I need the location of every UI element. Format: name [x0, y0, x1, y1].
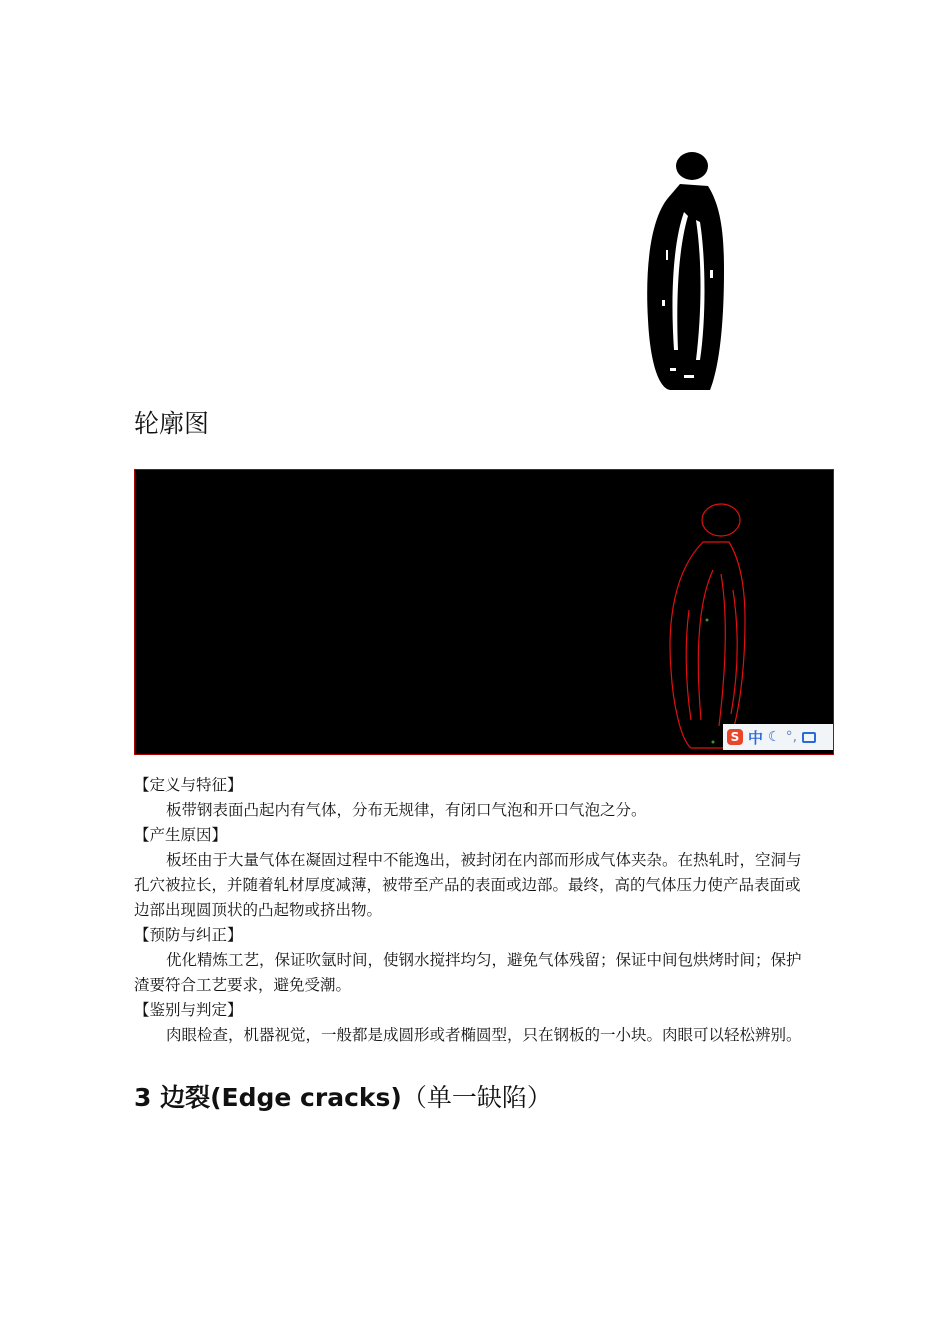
- ime-mode-toggle[interactable]: 中: [748, 728, 764, 747]
- ime-toolbar[interactable]: [723, 724, 833, 750]
- identify-heading: 【鉴别与判定】: [134, 1001, 243, 1019]
- cause-heading: 【产生原因】: [134, 826, 228, 844]
- section-title: 轮廓图: [134, 409, 210, 438]
- identify-text: 肉眼检查，机器视觉，一般都是成圆形或者椭圆型，只在钢板的一小块。肉眼可以轻松辨别。: [166, 1026, 802, 1044]
- next-section-heading: [134, 1078, 552, 1114]
- next-section-suffix: （单一缺陷）: [401, 1083, 552, 1112]
- definition-heading: 【定义与特征】: [134, 776, 243, 794]
- definition-text: 板带钢表面凸起内有气体，分布无规律，有闭口气泡和开口气泡之分。: [166, 801, 647, 819]
- prevention-heading: 【预防与纠正】: [134, 926, 243, 944]
- prevention-text: 优化精炼工艺，保证吹氩时间，使钢水搅拌均匀，避免气体残留；保证中间包烘烤时间；保护渣要符合工艺要求，避免受潮。: [134, 951, 802, 994]
- next-section-title: 3 边裂(Edge cracks): [134, 1083, 402, 1112]
- keyboard-icon[interactable]: [802, 732, 816, 743]
- binary-defect-image: [640, 150, 730, 395]
- contour-image: [134, 469, 834, 755]
- cause-text: 板坯由于大量气体在凝固过程中不能逸出，被封闭在内部而形成气体夹杂。在热轧时，空洞与孔穴被拉长，并随着轧材厚度减薄，被带至产品的表面或边部。最终，高的气体压力使产品表面或边部出现圆顶状的凸起物或挤出物。: [134, 851, 802, 919]
- punctuation-icon[interactable]: °,: [785, 729, 798, 745]
- contour-outline: [655, 490, 755, 752]
- moon-icon[interactable]: ☾: [768, 729, 781, 745]
- ime-logo-icon[interactable]: S: [727, 729, 743, 745]
- defect-description: [134, 773, 814, 1048]
